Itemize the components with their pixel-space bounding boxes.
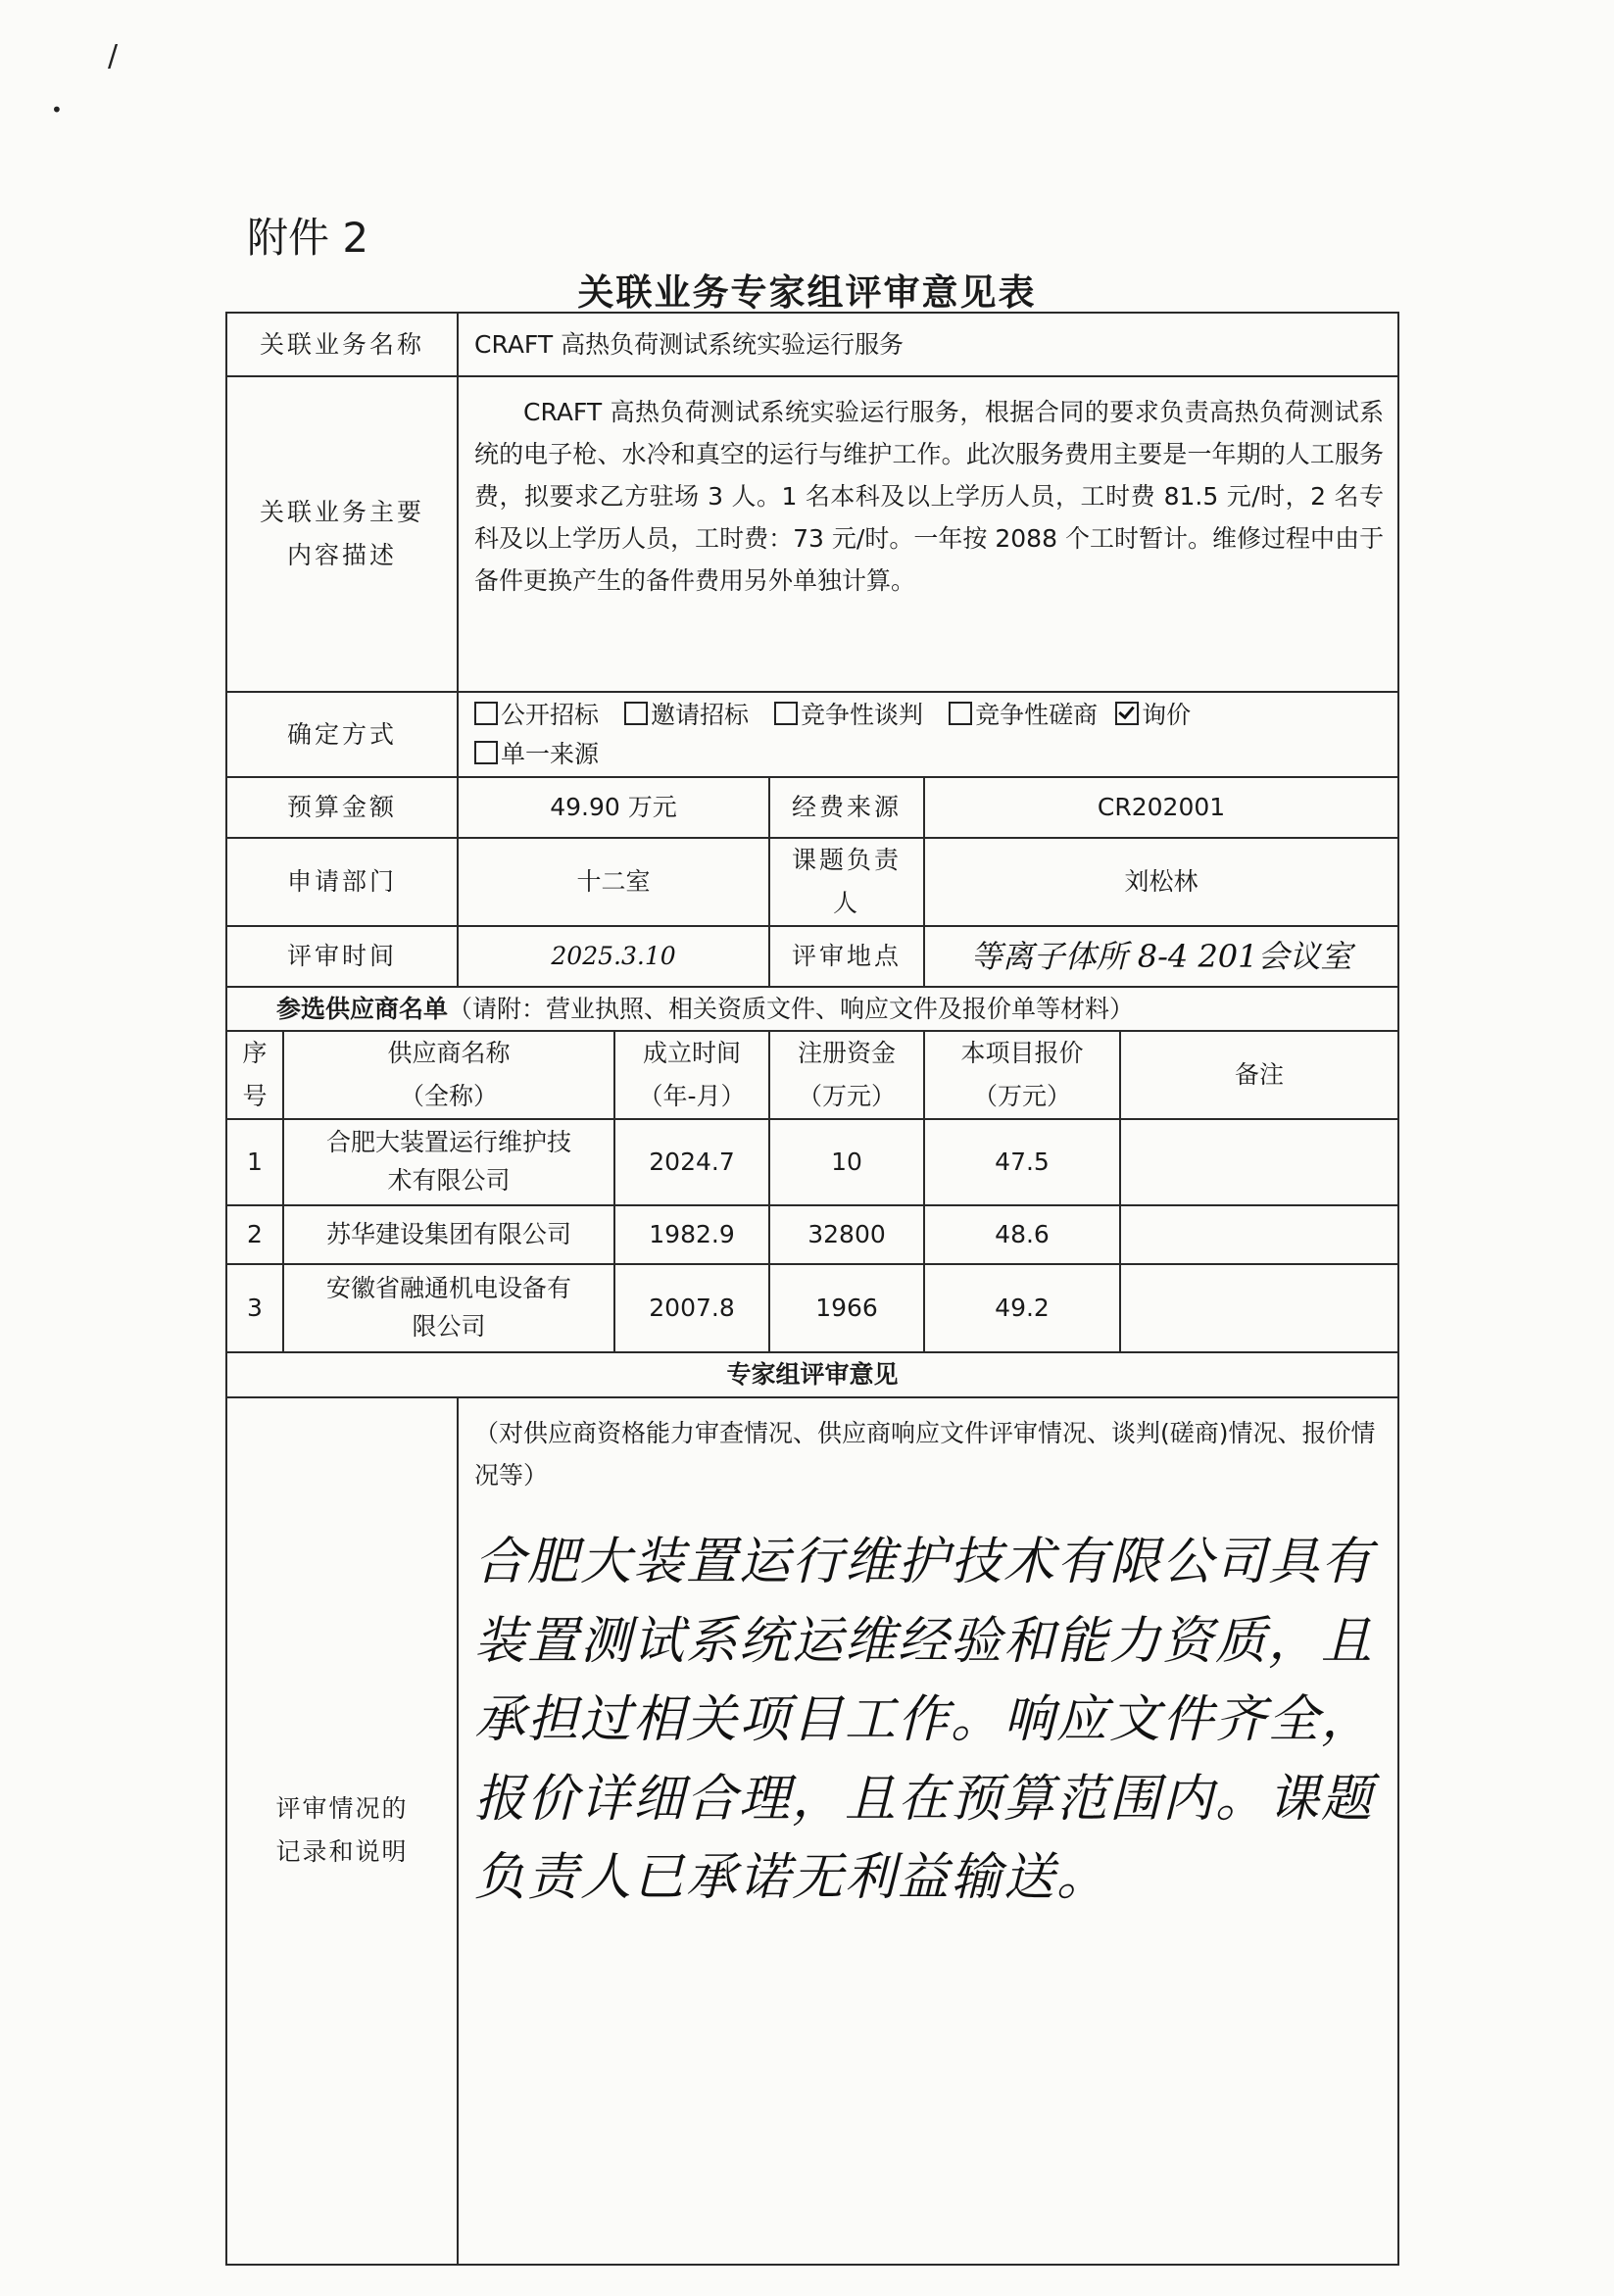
supplier-quote: 48.6 xyxy=(924,1205,1120,1264)
review-place-value: 等离子体所 8-4 201会议室 xyxy=(924,926,1398,987)
supplier-note xyxy=(1120,1205,1398,1264)
col-header-note: 备注 xyxy=(1120,1031,1398,1119)
opinion-intro: （对供应商资格能力审查情况、供应商响应文件评审情况、谈判(磋商)情况、报价情况等） xyxy=(474,1418,1376,1490)
supplier-name: 合肥大装置运行维护技 术有限公司 xyxy=(283,1119,614,1205)
method-option-open-tender[interactable]: 公开招标 xyxy=(474,696,599,735)
review-time-value: 2025.3.10 xyxy=(458,926,769,987)
table-row xyxy=(226,1264,1398,1352)
business-desc-label: 关联业务主要 内容描述 xyxy=(226,376,458,692)
fund-source-label: 经费来源 xyxy=(769,777,924,838)
supplier-no: 2 xyxy=(226,1205,283,1264)
col-header-quote: 本项目报价 （万元） xyxy=(924,1031,1120,1119)
checkbox-icon xyxy=(474,741,498,764)
method-label: 确定方式 xyxy=(226,692,458,777)
project-leader-label: 课题负责人 xyxy=(769,838,924,926)
checkbox-icon xyxy=(474,702,498,725)
supplier-note xyxy=(1120,1264,1398,1352)
table-row xyxy=(226,1205,1398,1264)
supplier-no: 3 xyxy=(226,1264,283,1352)
expert-opinion-heading: 专家组评审意见 xyxy=(226,1352,1398,1397)
supplier-no: 1 xyxy=(226,1119,283,1205)
review-time-label: 评审时间 xyxy=(226,926,458,987)
review-form-table xyxy=(225,312,1399,2266)
checkbox-checked-icon xyxy=(1115,702,1139,725)
attachment-label: 附件 2 xyxy=(247,214,369,262)
col-header-founded: 成立时间 （年-月） xyxy=(614,1031,769,1119)
business-name-label: 关联业务名称 xyxy=(226,313,458,376)
document-title: 关联业务专家组评审意见表 xyxy=(577,271,1037,314)
project-leader-value: 刘松林 xyxy=(924,838,1398,926)
scan-mark: / xyxy=(108,39,119,73)
opinion-label: 评审情况的 记录和说明 xyxy=(226,1397,458,2265)
scan-dot: • xyxy=(51,98,63,122)
checkbox-icon xyxy=(774,702,798,725)
business-desc-value: CRAFT 高热负荷测试系统实验运行服务，根据合同的要求负责高热负荷测试系统的电子枪、水冷和真空的运行与维护工作。此次服务费用主要是一年期的人工服务费，拟要求乙方驻场 3 人。1 名本科及以上学历人员，工时费 81.5 元/时，2 名专科及以上学历人员，工时费：73 元/时。一年按 2088 个工时暂计。维修过程中由于备件更换产生的备件费用另外单独计算。 xyxy=(458,376,1398,692)
supplier-capital: 10 xyxy=(769,1119,924,1205)
supplier-name: 安徽省融通机电设备有 限公司 xyxy=(283,1264,614,1352)
supplier-founded: 2007.8 xyxy=(614,1264,769,1352)
method-option-inquiry[interactable]: 询价 xyxy=(1115,696,1191,735)
supplier-capital: 32800 xyxy=(769,1205,924,1264)
fund-source-value: CR202001 xyxy=(924,777,1398,838)
budget-label: 预算金额 xyxy=(226,777,458,838)
supplier-list-heading: 参选供应商名单（请附：营业执照、相关资质文件、响应文件及报价单等材料） xyxy=(226,987,1398,1032)
department-value: 十二室 xyxy=(458,838,769,926)
supplier-capital: 1966 xyxy=(769,1264,924,1352)
checkbox-icon xyxy=(949,702,972,725)
col-header-capital: 注册资金 （万元） xyxy=(769,1031,924,1119)
method-option-competitive-consultation[interactable]: 竞争性磋商 xyxy=(949,696,1098,735)
review-place-label: 评审地点 xyxy=(769,926,924,987)
business-name-value: CRAFT 高热负荷测试系统实验运行服务 xyxy=(458,313,1398,376)
supplier-name: 苏华建设集团有限公司 xyxy=(283,1205,614,1264)
table-row xyxy=(226,1119,1398,1205)
supplier-note xyxy=(1120,1119,1398,1205)
supplier-quote: 49.2 xyxy=(924,1264,1120,1352)
method-option-single-source[interactable]: 单一来源 xyxy=(474,735,599,774)
method-options xyxy=(458,692,1398,777)
opinion-content xyxy=(458,1397,1398,2265)
checkbox-icon xyxy=(624,702,648,725)
budget-value: 49.90 万元 xyxy=(458,777,769,838)
supplier-quote: 47.5 xyxy=(924,1119,1120,1205)
supplier-founded: 2024.7 xyxy=(614,1119,769,1205)
col-header-supplier-name: 供应商名称 （全称） xyxy=(283,1031,614,1119)
supplier-founded: 1982.9 xyxy=(614,1205,769,1264)
method-option-invited-tender[interactable]: 邀请招标 xyxy=(624,696,749,735)
opinion-handwritten: 合肥大装置运行维护技术有限公司具有装置测试系统运维经验和能力资质，且承担过相关项目工作。响应文件齐全，报价详细合理，且在预算范围内。课题负责人已承诺无利益输送。 xyxy=(474,1533,1375,1908)
col-header-no: 序 号 xyxy=(226,1031,283,1119)
department-label: 申请部门 xyxy=(226,838,458,926)
method-option-competitive-negotiation[interactable]: 竞争性谈判 xyxy=(774,696,923,735)
